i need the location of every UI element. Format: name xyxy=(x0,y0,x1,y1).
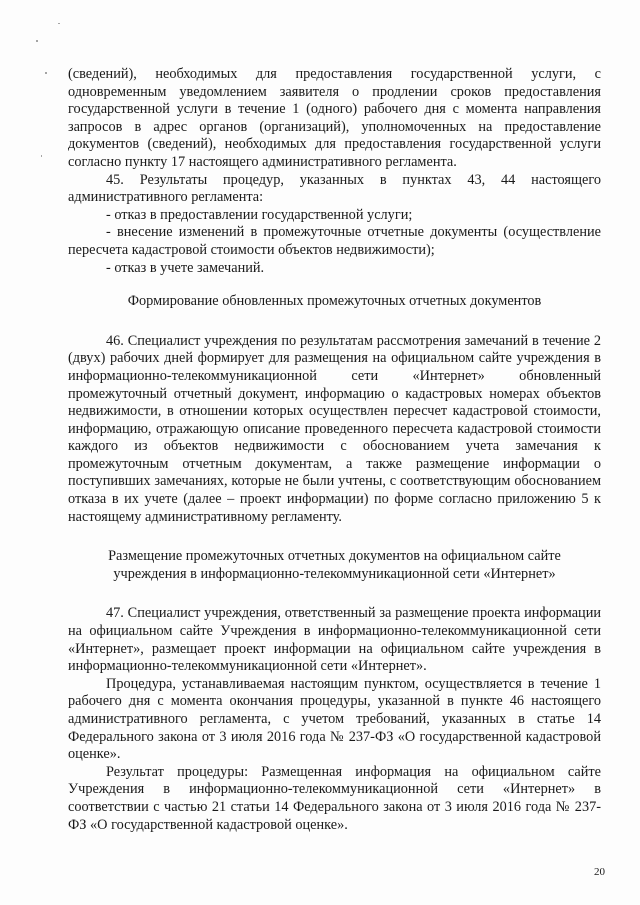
paragraph-47: 47. Специалист учреждения, ответственный за размещение проекта информации на официальном сайте Учреждения в информационно-телекоммуникационной сети «Интернет», размещает проект информации на официальном сайте учреждения в информационно-телекоммуникационной сети «Интернет». xyxy=(68,605,601,675)
paragraph-procedure: Процедура, устанавливаемая настоящим пунктом, осуществляется в течение 1 рабочего дня с момента окончания процедуры, указанной в пункте 46 настоящего административного регламента, с учетом требований, указанных в статье 14 Федерального закона от 3 июля 2016 года № 237-ФЗ «О государственной кадастровой оценке». xyxy=(68,675,601,763)
scan-speck xyxy=(36,40,38,42)
paragraph-46: 46. Специалист учреждения по результатам рассмотрения замечаний в течение 2 (двух) рабочих дней формирует для размещения на официальном сайте учреждения в информационно-телекоммуникационной сети «Интернет» обновленный промежуточный отчетный документ, информацию о кадастровых номерах объектов недвижимости, в отношении которых осуществлен пересчет кадастровой стоимости, информацию, отражающую описание проведенного пересчета кадастровой стоимости каждого из объектов недвижимости с обоснованием учета замечания к промежуточным отчетным документам, а также размещение информации о поступивших замечаниях, которые не были учтены, с соответствующим обоснованием отказа в их учете (далее – проект информации) по форме согласно приложению 5 к настоящему административному регламенту. xyxy=(68,332,601,525)
list-item-refusal-remarks: - отказ в учете замечаний. xyxy=(106,259,265,276)
scan-speck xyxy=(45,72,47,74)
paragraph-45: 45. Результаты процедур, указанных в пунктах 43, 44 настоящего административного регламента: xyxy=(68,171,601,206)
paragraph-continuation: (сведений), необходимых для предоставления государственной услуги, с одновременным уведомлением заявителя о продлении сроков предоставления государственной услуги в течение 1 (одного) рабочего дня с момента направления запросов в адрес органов (организаций), уполномоченных на предоставление документов (сведений), необходимых для предоставления государственной услуги согласно пункту 17 настоящего административного регламента. xyxy=(68,66,601,170)
section-heading-placement-line2: учреждения в информационно-телекоммуникационной сети «Интернет» xyxy=(113,565,556,582)
section-heading-formation: Формирование обновленных промежуточных отчетных документов xyxy=(127,293,542,310)
scan-speck xyxy=(58,23,60,24)
document-body xyxy=(68,66,601,834)
paragraph-result: Результат процедуры: Размещенная информация на официальном сайте Учреждения в информационно-телекоммуникационной сети «Интернет» в соответствии с частью 21 статьи 14 Федерального закона от 3 июля 2016 года № 237-ФЗ «О государственной кадастровой оценке». xyxy=(68,763,601,833)
list-item-refusal-service: - отказ в предоставлении государственной услуги; xyxy=(106,206,413,223)
scan-speck xyxy=(41,155,42,157)
list-item-changes: - внесение изменений в промежуточные отчетные документы (осуществление пересчета кадастровой стоимости объектов недвижимости); xyxy=(68,224,601,258)
page-number: 20 xyxy=(594,866,605,878)
section-heading-placement-line1: Размещение промежуточных отчетных документов на официальном сайте xyxy=(108,548,561,565)
